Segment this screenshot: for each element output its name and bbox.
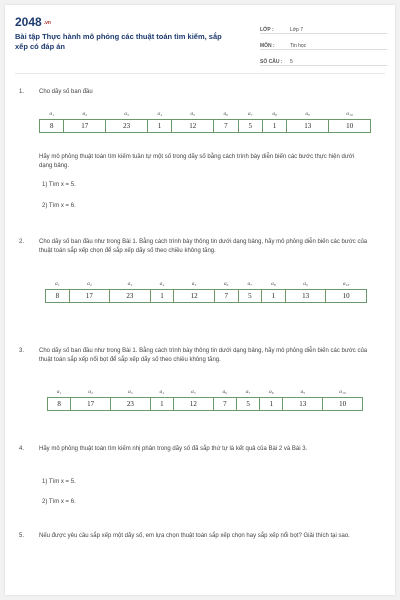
array-cell: 10: [329, 120, 371, 133]
array-header: a₃: [128, 389, 133, 395]
array-cell: 1: [150, 398, 173, 411]
array-cell: 5: [238, 120, 262, 133]
array-cell: 13: [283, 398, 323, 411]
sub-item: 2) Tìm x = 6.: [42, 203, 76, 209]
array-header: a₇: [247, 111, 253, 117]
array-cell: 7: [214, 120, 238, 133]
question-number: 5.: [19, 533, 25, 539]
question-text: Cho dãy số ban đầu như trong Bài 1. Bằng cách trình bày thông tin dưới dạng bảng, hãy mô phỏng diễn biến các bước của thuật toán sắp xếp chọn để sắp xếp dãy số theo chiều không tăng.: [39, 239, 368, 254]
meta-value: Lớp 7: [290, 27, 304, 33]
array-cell: 1: [147, 120, 171, 133]
divider: [15, 73, 385, 74]
sub-item: 2) Tìm x = 6.: [42, 499, 76, 505]
question-number: 3.: [19, 348, 25, 354]
array-header: a₃: [124, 111, 129, 117]
array-cell: 1: [262, 290, 286, 303]
worksheet-page: [5, 5, 395, 595]
meta-label: SỐ CÂU :: [260, 59, 283, 65]
array-header: a₉: [303, 281, 308, 287]
array-table-3: [47, 387, 363, 411]
array-cell: 12: [174, 290, 215, 303]
array-header: a₄: [157, 111, 162, 117]
array-cell: 7: [214, 290, 238, 303]
array-header: a₇: [247, 281, 253, 287]
page-title: Bài tập Thực hành mô phỏng các thuật toán tìm kiếm, sắp xếp có đáp án: [15, 32, 222, 51]
array-cell: 23: [110, 398, 150, 411]
question-number: 1.: [19, 89, 25, 95]
array-header: a₁: [56, 389, 62, 395]
array-cell: 5: [238, 290, 262, 303]
sub-item: 1) Tìm x = 5.: [42, 182, 76, 188]
question-text: Cho dãy số ban đầu: [39, 89, 93, 95]
array-header: a₅: [191, 389, 196, 395]
array-table-2: [45, 279, 367, 303]
array-header: a₆: [222, 389, 228, 395]
logo-domain: .vn: [43, 19, 51, 26]
array-cell: 17: [69, 290, 110, 303]
array-header: a₇: [245, 389, 251, 395]
array-header: a₆: [223, 111, 229, 117]
array-header: a₂: [88, 389, 93, 395]
array-cell: 1: [260, 398, 283, 411]
array-header: a₈: [268, 389, 274, 395]
array-header: a₄: [159, 389, 165, 395]
array-header: a₉: [300, 389, 306, 395]
array-cell: 8: [48, 398, 71, 411]
array-cell: 10: [323, 398, 363, 411]
array-cell: 13: [287, 120, 329, 133]
question-number: 2.: [19, 239, 25, 245]
meta-value: 5: [290, 59, 293, 65]
site-logo[interactable]: [15, 15, 51, 29]
array-header: a₂: [82, 111, 88, 117]
array-header: a₆: [223, 281, 229, 287]
question-text: Hãy mô phỏng thuật toán tìm kiếm tuần tự một số trong dãy số bằng cách trình bày diễn biến các bước thực hiện dưới dạng bảng.: [39, 154, 355, 169]
array-header: a₅: [190, 111, 196, 117]
meta-row-subject: [260, 37, 387, 50]
array-header: a₈: [271, 281, 276, 287]
array-header: a₁₀: [346, 111, 353, 117]
array-header: a₂: [87, 281, 92, 287]
meta-row-count: [260, 53, 387, 66]
array-cell: 8: [40, 120, 64, 133]
array-header: a₁: [49, 111, 55, 117]
question-number: 4.: [19, 446, 25, 452]
array-table-1: [39, 109, 371, 133]
array-header: a₈: [272, 111, 277, 117]
array-cell: 13: [285, 290, 326, 303]
array-cell: 10: [326, 290, 367, 303]
question-text: Cho dãy số ban đầu như trong Bài 1. Bằng cách trình bày thông tin dưới dạng bảng, hãy mô phỏng diễn biến các bước của thuật toán sắp xếp nổi bọt để sắp xếp dãy số theo chiều không tăng.: [39, 348, 368, 363]
meta-info: [260, 21, 387, 69]
array-header: a₁₀: [339, 389, 346, 395]
array-header: a₅: [191, 281, 197, 287]
meta-label: MÔN :: [260, 43, 275, 49]
question-text: Nếu được yêu cầu sắp xếp một dãy số, em lựa chọn thuật toán sắp xếp chọn hay sắp xếp nổi bọt? Giải thích tại sao.: [39, 533, 350, 539]
array-cell: 7: [213, 398, 236, 411]
question-text: Hãy mô phỏng thuật toán tìm kiếm nhị phân trong dãy số đã sắp thứ tự là kết quả của Bài 2 và Bài 3.: [39, 446, 308, 452]
array-cell: 23: [110, 290, 151, 303]
sub-item: 1) Tìm x = 5.: [42, 479, 76, 485]
array-header: a₃: [127, 281, 133, 287]
array-header: a₉: [305, 111, 311, 117]
array-cell: 12: [172, 120, 214, 133]
array-cell: 1: [262, 120, 286, 133]
header: [15, 15, 387, 67]
array-cell: 17: [64, 120, 106, 133]
array-cell: 12: [173, 398, 213, 411]
array-header: a₁₀: [342, 281, 350, 287]
array-cell: 8: [46, 290, 70, 303]
array-header: a₄: [159, 281, 165, 287]
array-cell: 1: [150, 290, 174, 303]
logo-text: 2048: [15, 15, 42, 29]
array-cell: 5: [236, 398, 259, 411]
meta-label: LỚP :: [260, 27, 274, 33]
array-header: a₁: [54, 281, 60, 287]
meta-row-class: [260, 21, 387, 34]
meta-value: Tin học: [290, 43, 307, 49]
array-cell: 23: [106, 120, 148, 133]
array-cell: 17: [71, 398, 111, 411]
